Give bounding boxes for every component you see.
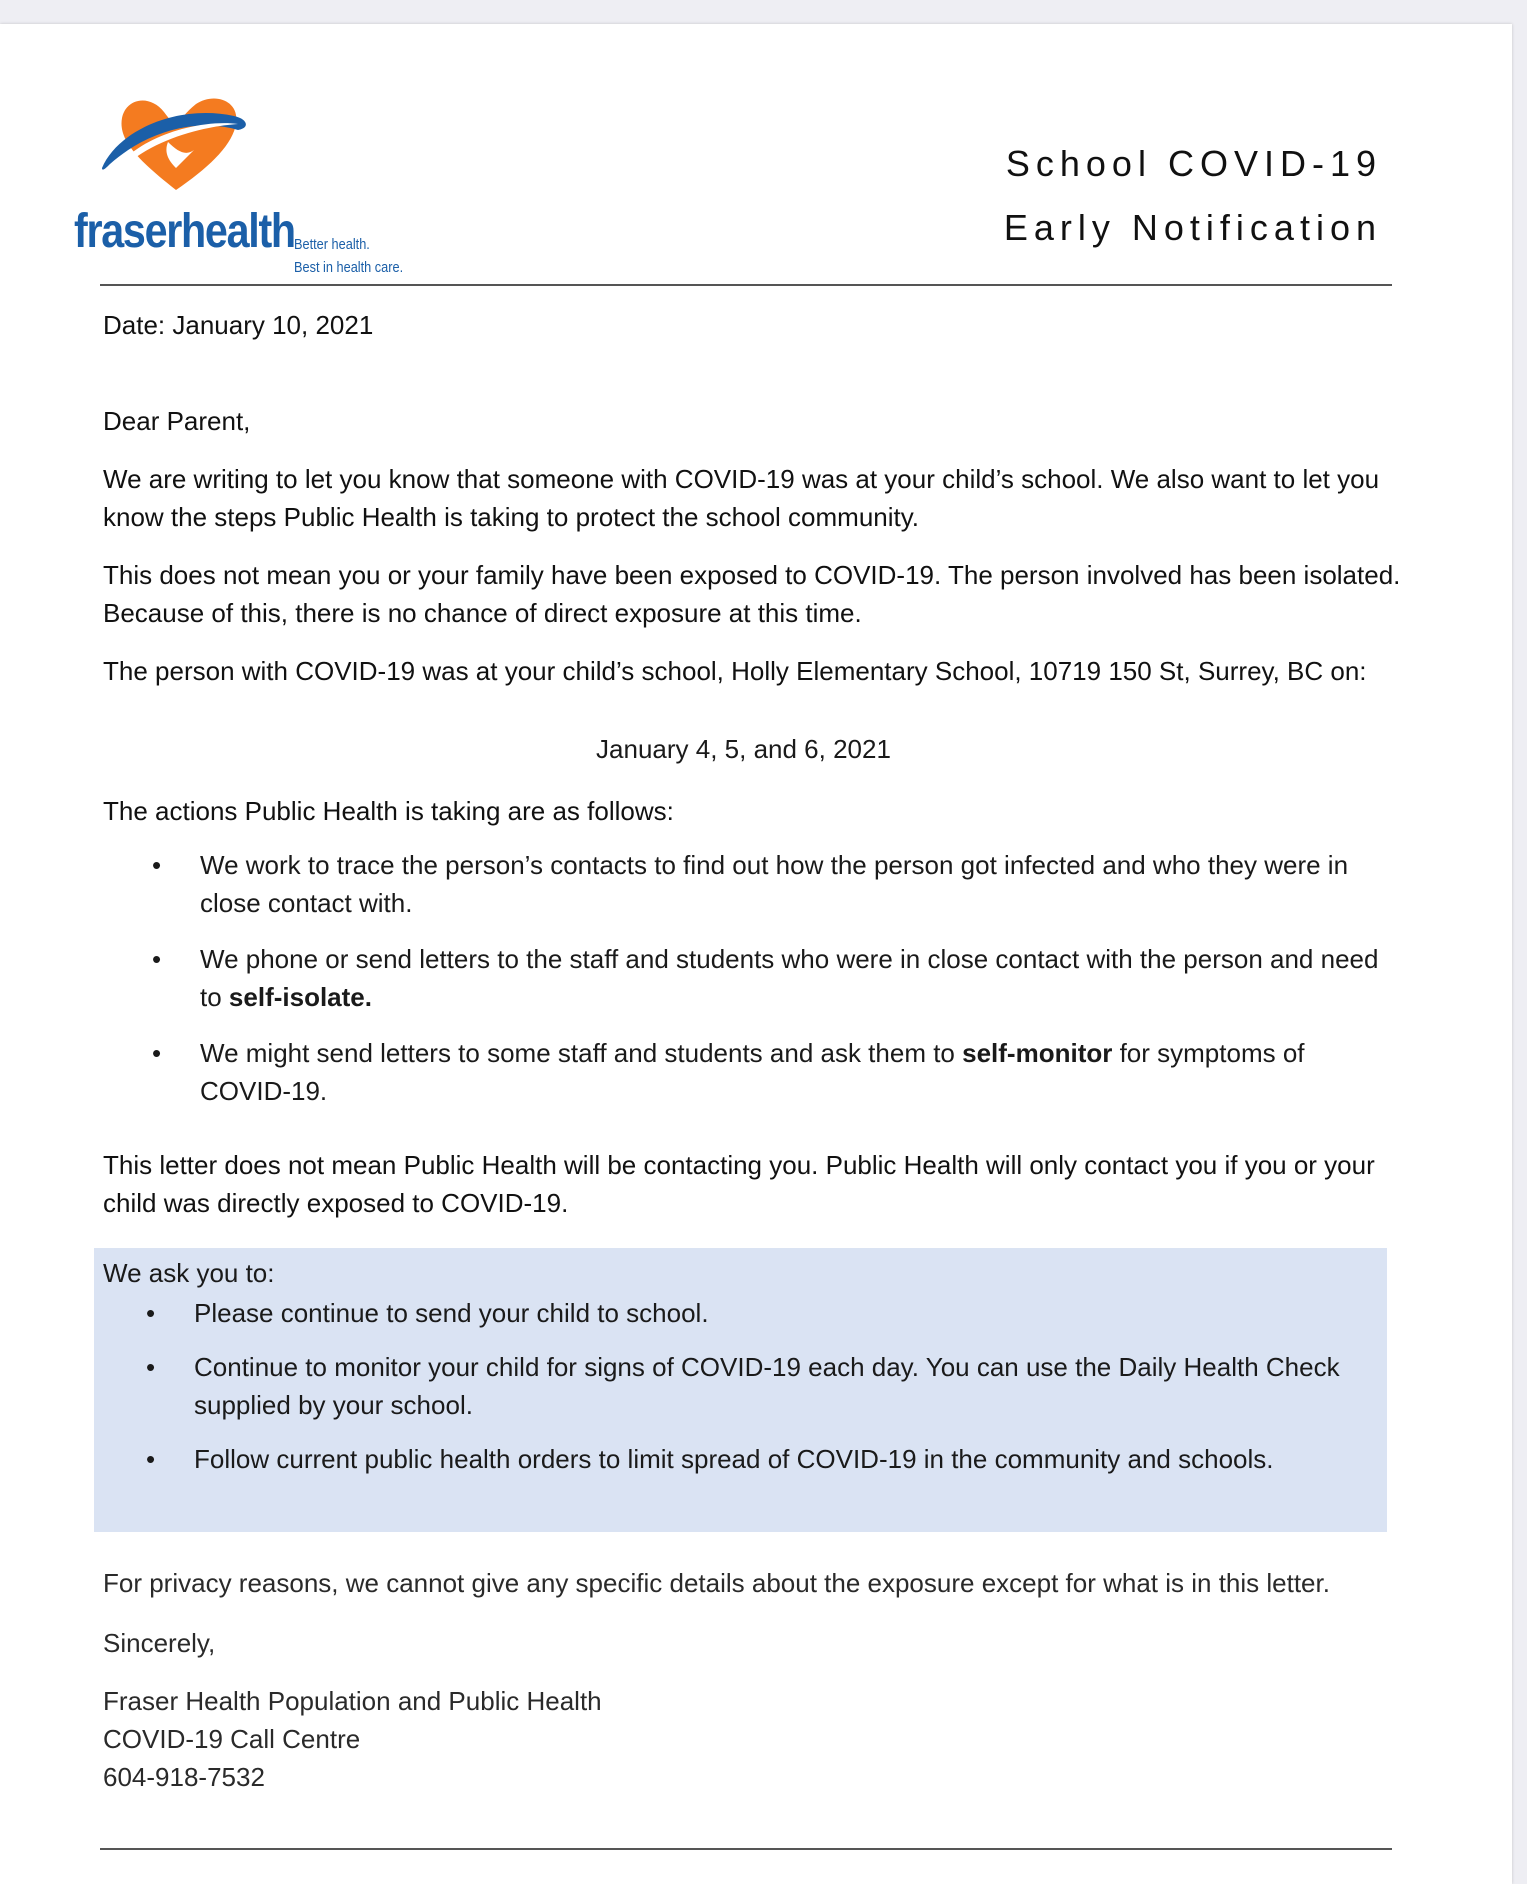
- list-item: [148, 1034, 1398, 1110]
- action-text: We work to trace the person’s contacts to find out how the person got infected and who they were in close contact with.: [200, 850, 1349, 918]
- bullet-icon: •: [146, 1298, 156, 1328]
- paragraph-location: The person with COVID-19 was at your child’s school, Holly Elementary School, 10719 150 St, Surrey, BC on:: [103, 656, 1367, 686]
- actions-list: [148, 846, 1398, 1128]
- exposure-dates: January 4, 5, and 6, 2021: [596, 734, 891, 764]
- title-line2: Early Notification: [1003, 207, 1382, 248]
- ask-list: [142, 1294, 1362, 1494]
- paragraph-contact: This letter does not mean Public Health will be contacting you. Public Health will only contact you if you or your child was directly exposed to COVID-19.: [103, 1150, 1375, 1218]
- bullet-icon: •: [146, 1352, 156, 1382]
- heart-swoosh-logo-icon: [98, 90, 258, 200]
- logo-tagline-line2: Best in health care.: [294, 259, 404, 276]
- paragraph-no-exposure: This does not mean you or your family have been exposed to COVID-19. The person involved has been isolated. Because of this, there is no chance of direct exposure at this time.: [103, 560, 1401, 628]
- action-text: We phone or send letters to the staff and students who were in close contact with the person and need to: [200, 944, 1379, 1012]
- action-bold-text: self-monitor: [962, 1038, 1113, 1068]
- footer-divider: [100, 1848, 1392, 1850]
- bullet-icon: •: [146, 1444, 156, 1474]
- list-item: [148, 940, 1398, 1016]
- letter-page: [0, 24, 1512, 1884]
- ask-text: Please continue to send your child to school.: [194, 1298, 709, 1328]
- privacy-note: For privacy reasons, we cannot give any specific details about the exposure except for what is in this letter.: [103, 1568, 1330, 1598]
- ask-text: Follow current public health orders to limit spread of COVID-19 in the community and schools.: [194, 1444, 1274, 1474]
- list-item: [142, 1294, 1362, 1332]
- signoff-org: Fraser Health Population and Public Health: [103, 1686, 602, 1716]
- signature-block: [103, 1682, 1403, 1796]
- paragraph-intro: We are writing to let you know that someone with COVID-19 was at your child’s school. We also want to let you know the steps Public Health is taking to protect the school community.: [103, 464, 1380, 532]
- action-text-after: for symptoms of COVID-19.: [200, 1038, 1305, 1106]
- ask-box: [94, 1248, 1387, 1532]
- bullet-icon: •: [152, 850, 162, 880]
- list-item: [142, 1348, 1362, 1424]
- list-item: [142, 1440, 1362, 1478]
- logo-tagline: [294, 233, 403, 279]
- list-item: [148, 846, 1398, 922]
- salutation: Dear Parent,: [103, 406, 251, 436]
- action-text: We might send letters to some staff and students and ask them to: [200, 1038, 963, 1068]
- signoff-centre: COVID-19 Call Centre: [103, 1724, 361, 1754]
- logo-wordmark: fraserhealth: [74, 205, 295, 258]
- ask-intro: We ask you to:: [103, 1258, 275, 1288]
- logo-tagline-line1: Better health.: [294, 236, 370, 253]
- action-bold-text: self-isolate.: [228, 982, 372, 1012]
- bullet-icon: •: [152, 1038, 162, 1068]
- fraser-health-logo: [74, 90, 434, 290]
- signoff-phone: 604-918-7532: [103, 1762, 265, 1792]
- title-line1: School COVID-19: [1005, 143, 1382, 184]
- closing: Sincerely,: [103, 1628, 216, 1658]
- bullet-icon: •: [152, 944, 162, 974]
- letter-date: Date: January 10, 2021: [103, 310, 374, 340]
- ask-text: Continue to monitor your child for signs of COVID-19 each day. You can use the Daily Health Check supplied by your school.: [194, 1352, 1340, 1420]
- document-title: [1004, 132, 1382, 260]
- actions-intro: The actions Public Health is taking are as follows:: [103, 796, 674, 826]
- header-divider: [100, 284, 1392, 286]
